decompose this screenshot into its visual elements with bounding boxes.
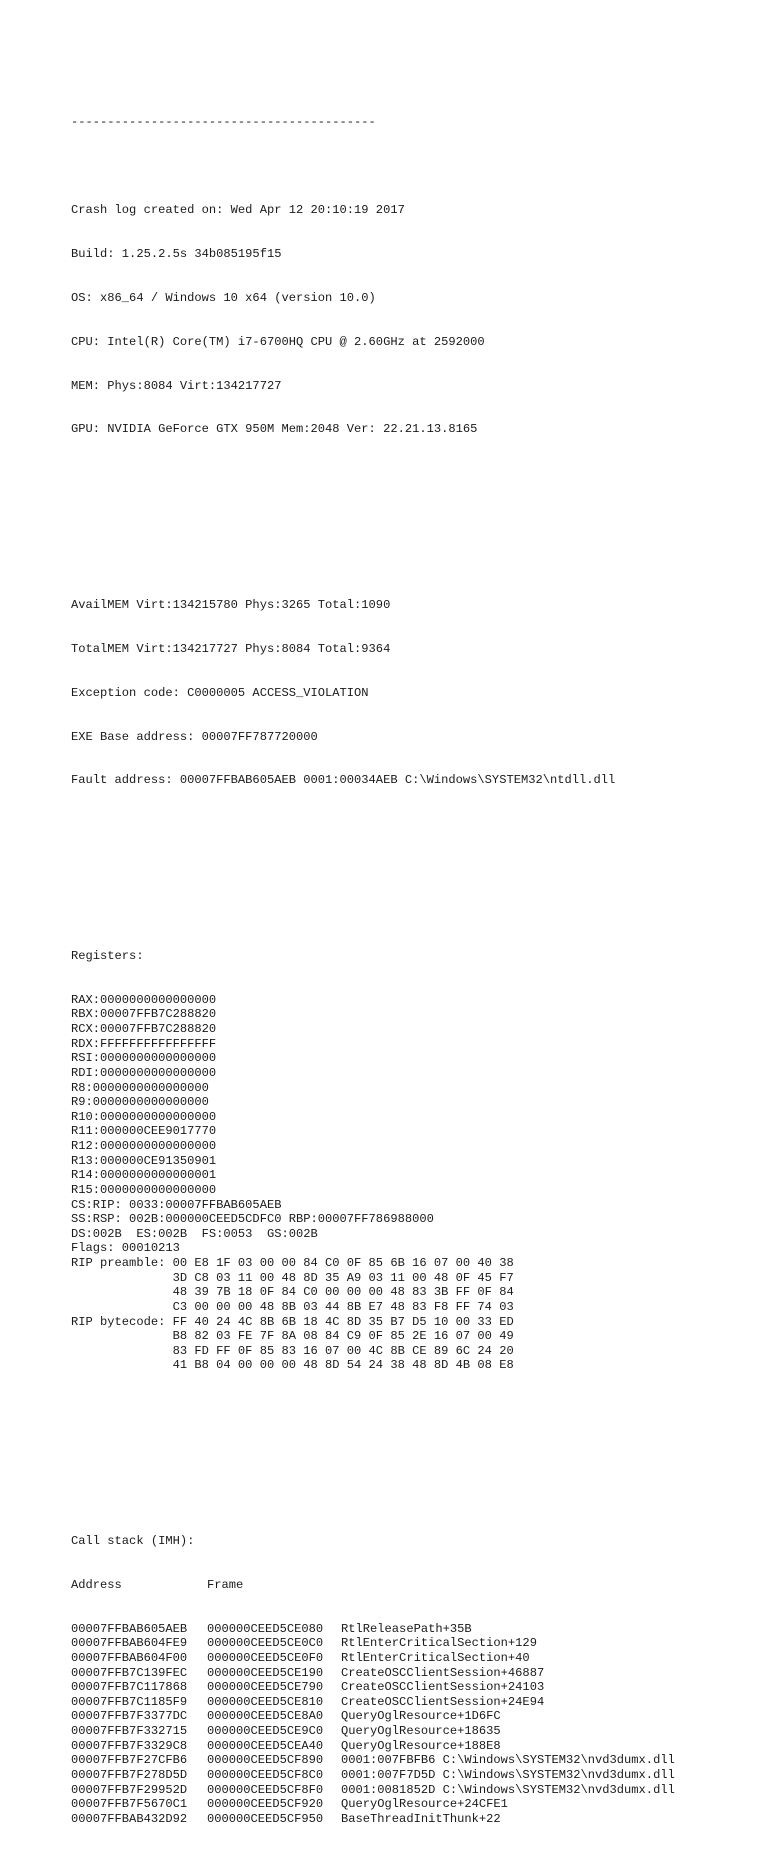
frame-cell: 000000CEED5CE0F0	[207, 1650, 324, 1665]
frame-cell: 000000CEED5CE190	[207, 1665, 324, 1680]
register-line: RDI:0000000000000000	[71, 1065, 217, 1080]
symbol-cell: RtlEnterCriticalSection+40	[341, 1650, 530, 1665]
register-line: R14:0000000000000001	[71, 1168, 217, 1183]
call-stack-row	[71, 1636, 751, 1651]
register-line: 41 B8 04 00 00 00 48 8D 54 24 38 48 8D 4B 08 E8	[71, 1358, 514, 1373]
register-line: RSI:0000000000000000	[71, 1051, 217, 1066]
exe-base-line: EXE Base address: 00007FF787720000	[71, 729, 318, 744]
register-line: C3 00 00 00 48 8B 03 44 8B E7 48 83 F8 FF 74 03	[71, 1299, 514, 1314]
address-cell: 00007FFB7F3377DC	[71, 1709, 188, 1724]
call-stack-header	[71, 1578, 751, 1593]
mem-line: MEM: Phys:8084 Virt:134217727	[71, 378, 282, 393]
os-line: OS: x86_64 / Windows 10 x64 (version 10.0)	[71, 290, 376, 305]
register-line: R11:000000CEE9017770	[71, 1124, 217, 1139]
call-stack-row	[71, 1680, 751, 1695]
register-line: R9:0000000000000000	[71, 1095, 209, 1110]
call-stack-row	[71, 1768, 751, 1783]
symbol-cell: RtlEnterCriticalSection+129	[341, 1636, 537, 1651]
call-stack-row	[71, 1695, 751, 1710]
frame-cell: 000000CEED5CF8C0	[207, 1767, 324, 1782]
fault-address-line: Fault address: 00007FFBAB605AEB 0001:00034AEB C:\Windows\SYSTEM32\ntdll.dll	[71, 773, 616, 788]
symbol-cell: 0001:007FBFB6 C:\Windows\SYSTEM32\nvd3dumx.dll	[341, 1753, 675, 1768]
call-stack-row	[71, 1753, 751, 1768]
address-cell: 00007FFB7C117868	[71, 1680, 188, 1695]
symbol-cell: QueryOglResource+1D6FC	[341, 1709, 501, 1724]
register-line: B8 82 03 FE 7F 8A 08 84 C9 0F 85 2E 16 07 00 49	[71, 1329, 514, 1344]
call-stack-row	[71, 1739, 751, 1754]
call-stack-row	[71, 1709, 751, 1724]
frame-cell: 000000CEED5CF890	[207, 1753, 324, 1768]
register-line: 83 FD FF 0F 85 83 16 07 00 4C 8B CE 89 6C 24 20	[71, 1343, 514, 1358]
symbol-cell: RtlReleasePath+35B	[341, 1621, 472, 1636]
register-line: RDX:FFFFFFFFFFFFFFFF	[71, 1036, 217, 1051]
frame-cell: 000000CEED5CE8A0	[207, 1709, 324, 1724]
frame-cell: 000000CEED5CF920	[207, 1797, 324, 1812]
register-line: R12:0000000000000000	[71, 1139, 217, 1153]
register-line: SS:RSP: 002B:000000CEED5CDFC0 RBP:00007FF786988000	[71, 1212, 434, 1227]
address-cell: 00007FFB7F3329C8	[71, 1738, 188, 1753]
address-cell: 00007FFBAB432D92	[71, 1811, 188, 1826]
call-stack-section	[71, 1505, 751, 1856]
symbol-cell: QueryOglResource+188E8	[341, 1738, 501, 1753]
call-stack-row	[71, 1797, 751, 1812]
symbol-cell: CreateOSCClientSession+24103	[341, 1680, 545, 1695]
frame-cell: 000000CEED5CEA40	[207, 1738, 324, 1753]
register-line: RAX:0000000000000000	[71, 992, 217, 1007]
address-cell: 00007FFB7F5670C1	[71, 1797, 188, 1812]
address-cell: 00007FFBAB604FE9	[71, 1636, 188, 1651]
call-stack-row	[71, 1651, 751, 1666]
call-stack-title: Call stack (IMH):	[71, 1533, 195, 1548]
call-stack-row	[71, 1783, 751, 1798]
register-line: 3D C8 03 11 00 48 8D 35 A9 03 11 00 48 0F 45 F7	[71, 1270, 514, 1285]
symbol-cell: 0001:0081852D C:\Windows\SYSTEM32\nvd3dumx.dll	[341, 1782, 675, 1797]
call-stack-rows	[71, 1622, 751, 1827]
register-line: DS:002B ES:002B FS:0053 GS:002B	[71, 1226, 318, 1241]
exception-code-line: Exception code: C0000005 ACCESS_VIOLATION	[71, 685, 369, 700]
registers-section	[71, 920, 751, 1403]
blank-line	[71, 861, 751, 876]
frame-cell: 000000CEED5CE080	[207, 1621, 324, 1636]
register-line: 48 39 7B 18 0F 84 C0 00 00 00 48 83 3B FF 0F 84	[71, 1285, 514, 1300]
register-line: RIP bytecode: FF 40 24 4C 8B 6B 18 4C 8D 35 B7 D5 10 00 33 ED	[71, 1314, 514, 1329]
frame-cell: 000000CEED5CE810	[207, 1694, 324, 1709]
address-cell: 00007FFB7C1185F9	[71, 1694, 188, 1709]
address-cell: 00007FFB7F332715	[71, 1724, 188, 1738]
address-cell: 00007FFBAB605AEB	[71, 1621, 188, 1636]
symbol-cell: QueryOglResource+18635	[341, 1724, 501, 1738]
call-stack-row	[71, 1666, 751, 1681]
symbol-cell: BaseThreadInitThunk+22	[341, 1811, 501, 1826]
address-column-header: Address	[71, 1577, 122, 1592]
frame-column-header: Frame	[207, 1577, 244, 1592]
address-cell: 00007FFB7F278D5D	[71, 1767, 188, 1782]
blank-line	[71, 1446, 751, 1461]
crash-created-line: Crash log created on: Wed Apr 12 20:10:19 2017	[71, 203, 405, 217]
register-line: CS:RIP: 0033:00007FFBAB605AEB	[71, 1197, 282, 1212]
call-stack-row	[71, 1622, 751, 1637]
frame-cell: 000000CEED5CE790	[207, 1680, 324, 1695]
register-line: RBX:00007FFB7C288820	[71, 1007, 217, 1022]
memory-section	[71, 569, 751, 818]
registers-title: Registers:	[71, 948, 144, 963]
symbol-cell: CreateOSCClientSession+46887	[341, 1665, 545, 1680]
crash-log-document	[71, 86, 751, 1870]
header-section	[71, 174, 751, 467]
address-cell: 00007FFB7C139FEC	[71, 1665, 188, 1680]
frame-cell: 000000CEED5CE9C0	[207, 1724, 324, 1738]
build-line: Build: 1.25.2.5s 34b085195f15	[71, 246, 282, 261]
register-line: R8:0000000000000000	[71, 1080, 209, 1095]
register-line: R10:0000000000000000	[71, 1109, 217, 1124]
register-line: Flags: 00010213	[71, 1241, 180, 1256]
call-stack-row	[71, 1724, 751, 1739]
register-line: RCX:00007FFB7C288820	[71, 1022, 217, 1036]
cpu-line: CPU: Intel(R) Core(TM) i7-6700HQ CPU @ 2.60GHz at 2592000	[71, 334, 485, 349]
symbol-cell: QueryOglResource+24CFE1	[341, 1797, 508, 1812]
address-cell: 00007FFB7F27CFB6	[71, 1753, 188, 1768]
symbol-cell: CreateOSCClientSession+24E94	[341, 1694, 545, 1709]
address-cell: 00007FFB7F29952D	[71, 1782, 188, 1797]
frame-cell: 000000CEED5CF950	[207, 1811, 324, 1826]
call-stack-row	[71, 1812, 751, 1827]
separator-line: ------------------------------------------	[71, 115, 376, 130]
register-line: R15:0000000000000000	[71, 1182, 217, 1197]
frame-cell: 000000CEED5CF8F0	[207, 1782, 324, 1797]
address-cell: 00007FFBAB604F00	[71, 1650, 188, 1665]
frame-cell: 000000CEED5CE0C0	[207, 1636, 324, 1651]
totalmem-line: TotalMEM Virt:134217727 Phys:8084 Total:9364	[71, 641, 391, 656]
register-line: RIP preamble: 00 E8 1F 03 00 00 84 C0 0F 85 6B 16 07 00 40 38	[71, 1256, 514, 1270]
registers-list	[71, 993, 751, 1373]
availmem-line: AvailMEM Virt:134215780 Phys:3265 Total:1090	[71, 597, 391, 612]
blank-line	[71, 510, 751, 525]
gpu-line: GPU: NVIDIA GeForce GTX 950M Mem:2048 Ver: 22.21.13.8165	[71, 422, 478, 437]
symbol-cell: 0001:007F7D5D C:\Windows\SYSTEM32\nvd3dumx.dll	[341, 1767, 675, 1782]
register-line: R13:000000CE91350901	[71, 1153, 217, 1168]
